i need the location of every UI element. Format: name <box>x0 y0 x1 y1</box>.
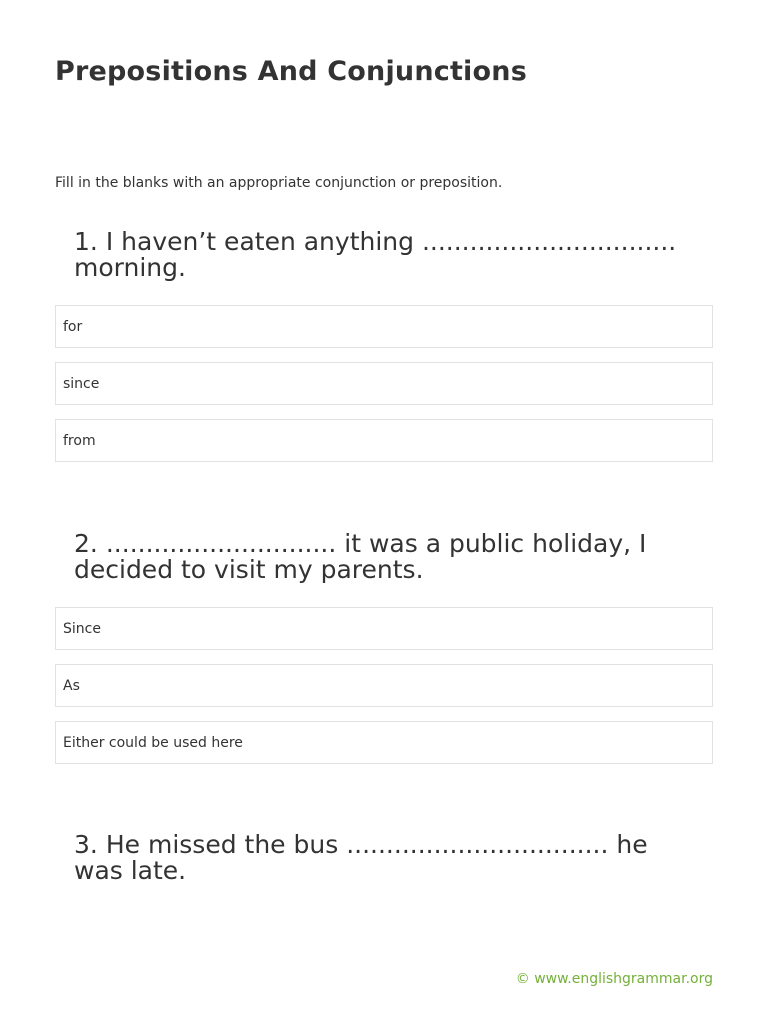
question-1-option-for[interactable]: for <box>55 305 713 348</box>
question-1 <box>74 229 694 281</box>
question-1-options <box>55 305 713 476</box>
footer-copyright: © www.englishgrammar.org <box>515 971 713 987</box>
question-3-number: 3. <box>74 830 98 859</box>
question-1-text: I haven’t eaten anything ................................ morning. <box>74 227 677 282</box>
question-3 <box>74 832 694 884</box>
question-2-number: 2. <box>74 529 98 558</box>
question-3-text: He missed the bus ................................. he was late. <box>74 830 648 885</box>
instructions: Fill in the blanks with an appropriate conjunction or preposition. <box>55 175 503 191</box>
question-2-option-either[interactable]: Either could be used here <box>55 721 713 764</box>
question-2-option-since[interactable]: Since <box>55 607 713 650</box>
page-title: Prepositions And Conjunctions <box>55 56 527 87</box>
question-1-option-since[interactable]: since <box>55 362 713 405</box>
question-2-options <box>55 607 713 778</box>
question-2-text: ............................. it was a public holiday, I decided to visit my parents. <box>74 529 647 584</box>
question-2-option-as[interactable]: As <box>55 664 713 707</box>
question-1-number: 1. <box>74 227 98 256</box>
question-1-option-from[interactable]: from <box>55 419 713 462</box>
question-2 <box>74 531 694 583</box>
